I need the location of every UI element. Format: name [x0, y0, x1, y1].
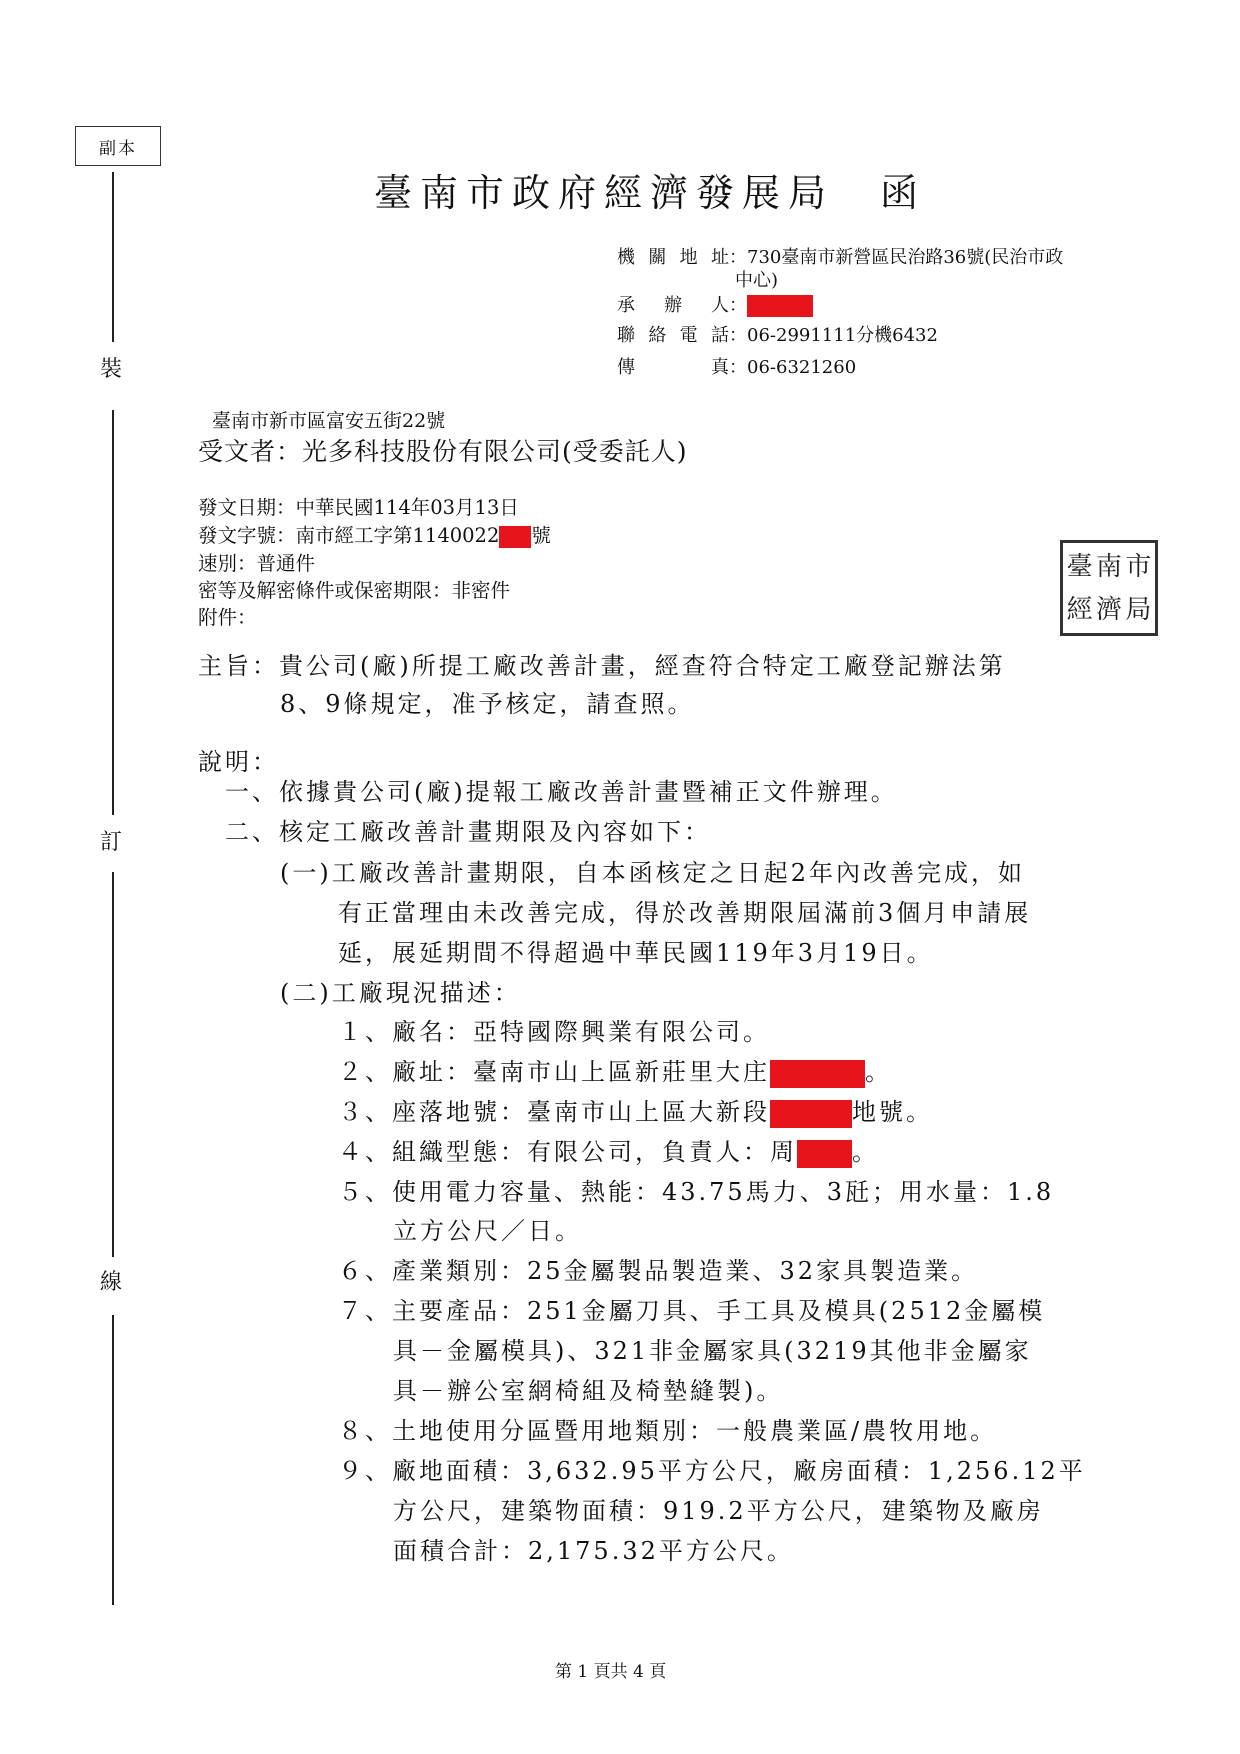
- document-title: 臺南市政府經濟發展局 函: [374, 171, 927, 215]
- list-item-cont: 具－金屬模具)、321非金屬家具(3219其他非金屬家: [393, 1337, 1032, 1365]
- binding-line-segment: [112, 172, 114, 342]
- explanation-item: 一、依據貴公司(廠)提報工廠改善計畫暨補正文件辦理。: [225, 778, 898, 806]
- address-value-cont: 中心): [735, 270, 779, 291]
- agency-phone-row: 聯絡電話：06-2991111分機6432: [617, 321, 938, 347]
- attachments: 附件：: [198, 606, 257, 629]
- document-number: 發文字號：南市經工字第1140022 號: [198, 524, 551, 547]
- redaction-block: [499, 526, 531, 548]
- subject-line: 主旨：貴公司(廠)所提工廠改善計畫，經查符合特定工廠登記辦法第: [198, 652, 1006, 680]
- recipient: 受文者：光多科技股份有限公司(受委託人): [198, 437, 688, 466]
- list-item: １、廠名：亞特國際興業有限公司。: [338, 1018, 770, 1046]
- recipient-address: 臺南市新市區富安五街22號: [212, 410, 446, 432]
- agency-officer-row: 承辦人：: [617, 291, 813, 317]
- phone-label: 聯絡電話: [617, 325, 729, 346]
- list-item-cont: 立方公尺／日。: [393, 1217, 582, 1245]
- binding-line-segment: [112, 410, 114, 815]
- phone-value: 06-2991111分機6432: [747, 325, 938, 346]
- sub-item-line: 延，展延期間不得超過中華民國119年3月19日。: [338, 939, 934, 967]
- list-item-cont: 方公尺，建築物面積：919.2平方公尺，建築物及廠房: [393, 1497, 1044, 1525]
- explanation-label: 說明：: [198, 748, 279, 776]
- binding-mark-xian: 線: [100, 1270, 123, 1295]
- redaction-block: [770, 1100, 852, 1128]
- sub-item-line: (二)工廠現況描述：: [280, 979, 521, 1007]
- security-class: 密等及解密條件或保密期限：非密件: [198, 579, 511, 602]
- subject-line: 8、9條規定，准予核定，請查照。: [280, 690, 695, 718]
- redaction-block: [770, 1060, 865, 1088]
- agency-fax-row: 傳真：06-6321260: [617, 353, 856, 379]
- list-item: ２、廠址：臺南市山上區新莊里大庄 。: [338, 1058, 892, 1086]
- list-item: ５、使用電力容量、熱能：43.75馬力、3瓩；用水量：1.8: [338, 1178, 1055, 1206]
- sub-item-line: (一)工廠改善計畫期限，自本函核定之日起2年內改善完成，如: [280, 859, 1025, 887]
- binding-line-segment: [112, 872, 114, 1257]
- list-item: ６、產業類別：25金屬製品製造業、32家具製造業。: [338, 1257, 979, 1285]
- list-item: ９、廠地面積：3,632.95平方公尺，廠房面積：1,256.12平: [338, 1457, 1086, 1485]
- agency-address-row: 機關地址：730臺南市新營區民治路36號(民治市政: [617, 243, 1063, 269]
- explanation-item: 二、核定工廠改善計畫期限及內容如下：: [225, 818, 711, 846]
- address-value: 730臺南市新營區民治路36號(民治市政: [747, 247, 1064, 268]
- list-item-cont: 面積合計：2,175.32平方公尺。: [393, 1537, 794, 1565]
- list-item: ４、組織型態：有限公司，負責人：周 。: [338, 1138, 879, 1166]
- fax-value: 06-6321260: [747, 357, 857, 378]
- speed-class: 速別：普通件: [198, 552, 316, 575]
- official-seal: 臺 南 市 經 濟 局: [1060, 540, 1158, 636]
- binding-mark-ding: 訂: [100, 830, 123, 855]
- list-item: ７、主要產品：251金屬刀具、手工具及模具(2512金屬模: [338, 1297, 1046, 1325]
- fax-label: 傳真: [617, 357, 729, 378]
- issue-date: 發文日期：中華民國114年03月13日: [198, 496, 519, 519]
- address-label: 機關地址: [617, 247, 729, 268]
- binding-mark-zhuang: 裝: [100, 357, 123, 382]
- list-item: ３、座落地號：臺南市山上區大新段 地號。: [338, 1098, 933, 1126]
- binding-line-segment: [112, 1315, 114, 1605]
- officer-label: 承辦人: [617, 295, 729, 316]
- page-number: 第 1 頁共 4 頁: [555, 1662, 667, 1682]
- sub-item-line: 有正當理由未改善完成，得於改善期限屆滿前3個月申請展: [338, 899, 1032, 927]
- redaction-block: [797, 1140, 852, 1168]
- redaction-block: [747, 295, 813, 317]
- list-item: ８、土地使用分區暨用地類別：一般農業區/農牧用地。: [338, 1417, 998, 1445]
- copy-label: 副本: [75, 126, 161, 166]
- list-item-cont: 具－辦公室網椅組及椅墊縫製)。: [393, 1377, 784, 1405]
